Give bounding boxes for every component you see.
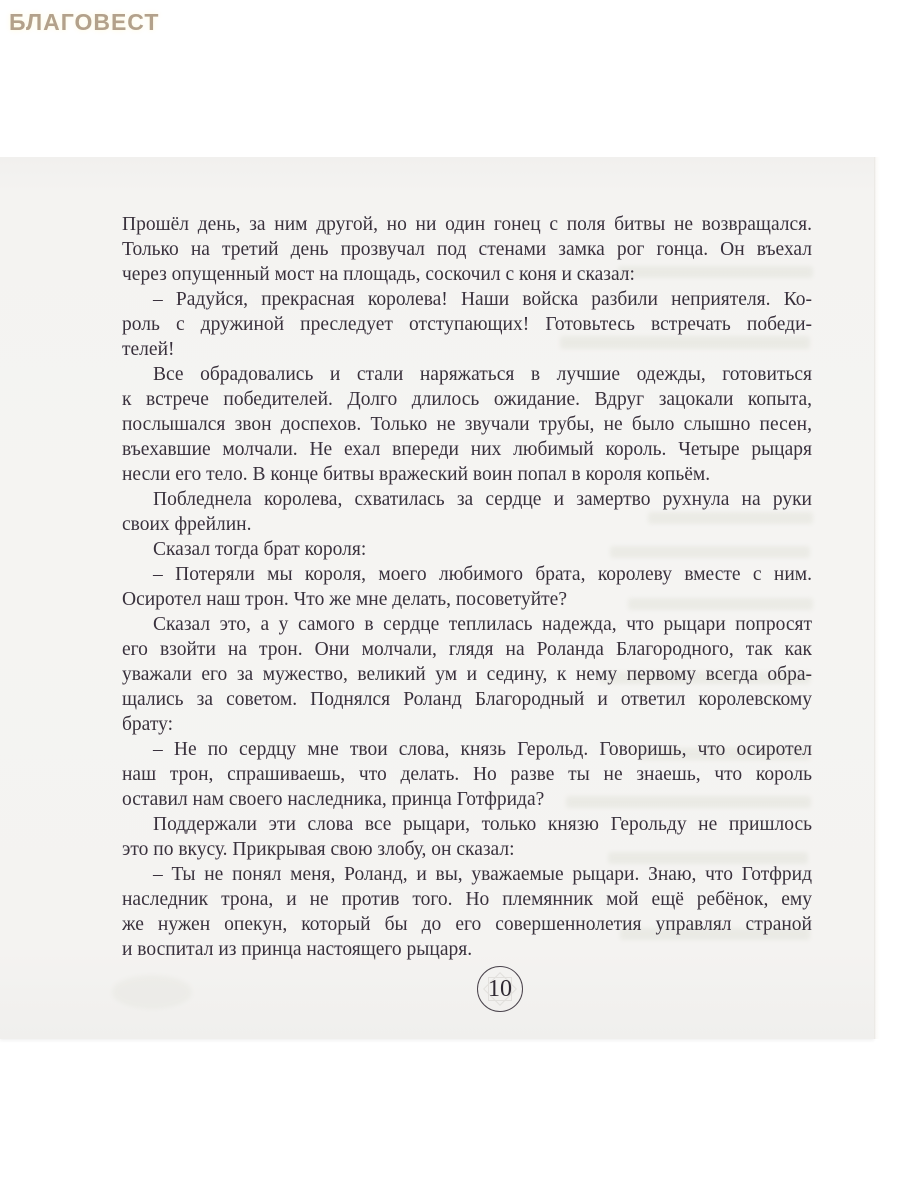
text-line: – Ты не понял меня, Роланд, и вы, уважаемые рыцари. Знаю, что Готфрид xyxy=(153,864,812,885)
text-line: же нужен опекун, который бы до его совершеннолетия управлял страной xyxy=(122,914,812,935)
showthrough-ghost xyxy=(112,975,192,1009)
text-line: брату: xyxy=(122,714,173,735)
page-number-badge xyxy=(477,966,523,1012)
blagovest-watermark: БЛАГОВЕСТ xyxy=(9,9,160,35)
text-line: Поддержали эти слова все рыцари, только князю Герольду не пришлось xyxy=(153,814,812,835)
text-line: Все обрадовались и стали наряжаться в лучшие одежды, готовиться xyxy=(153,364,812,385)
text-line: роль с дружиной преследует отступающих! Готовьтесь встречать победи- xyxy=(122,314,812,335)
text-line: оставил нам своего наследника, принца Готфрида? xyxy=(122,789,545,810)
text-line: щались за советом. Поднялся Роланд Благородный и ответил королевскому xyxy=(122,689,812,710)
page-right-edge xyxy=(874,157,880,1039)
text-line: и воспитал из принца настоящего рыцаря. xyxy=(122,939,473,960)
text-line: – Не по сердцу мне твои слова, князь Герольд. Говоришь, что осиротел xyxy=(153,739,812,760)
text-line: – Потеряли мы короля, моего любимого брата, королеву вместе с ним. xyxy=(153,564,812,585)
book-page-photo xyxy=(0,157,874,1039)
page-text xyxy=(122,212,812,962)
text-line: Сказал тогда брат короля: xyxy=(153,539,367,560)
text-line: Побледнела королева, схватилась за сердце и замертво рухнула на руки xyxy=(153,489,812,510)
text-line: это по вкусу. Прикрывая свою злобу, он сказал: xyxy=(122,839,515,860)
text-line: Сказал это, а у самого в сердце теплилась надежда, что рыцари попросят xyxy=(153,614,812,635)
text-line: своих фрейлин. xyxy=(122,514,252,535)
text-line: телей! xyxy=(122,339,175,360)
text-line: Прошёл день, за ним другой, но ни один гонец с поля битвы не возвращался. xyxy=(122,214,812,235)
text-line: через опущенный мост на площадь, соскочил с коня и сказал: xyxy=(122,264,635,285)
text-line: послышался звон доспехов. Только не звучали трубы, не было слышно песен, xyxy=(122,414,812,435)
text-line: въехавшие молчали. Не ехал впереди них любимый король. Четыре рыцаря xyxy=(122,439,812,460)
text-line: – Радуйся, прекрасная королева! Наши войска разбили неприятеля. Ко- xyxy=(153,289,812,310)
text-line: Только на третий день прозвучал под стенами замка рог гонца. Он въехал xyxy=(122,239,812,260)
text-line: уважали его за мужество, великий ум и седину, к нему первому всегда обра- xyxy=(122,664,812,685)
page-number: 10 xyxy=(488,975,512,1002)
text-line: к встрече победителей. Долго длилось ожидание. Вдруг зацокали копыта, xyxy=(122,389,812,410)
text-line: наш трон, спрашиваешь, что делать. Но разве ты не знаешь, что король xyxy=(122,764,812,785)
text-line: наследник трона, и не против того. Но племянник мой ещё ребёнок, ему xyxy=(122,889,812,910)
text-line: несли его тело. В конце битвы вражеский воин попал в короля копьём. xyxy=(122,464,711,485)
text-line: его взойти на трон. Они молчали, глядя на Роланда Благородного, так как xyxy=(122,639,812,660)
text-line: Осиротел наш трон. Что же мне делать, посоветуйте? xyxy=(122,589,567,610)
